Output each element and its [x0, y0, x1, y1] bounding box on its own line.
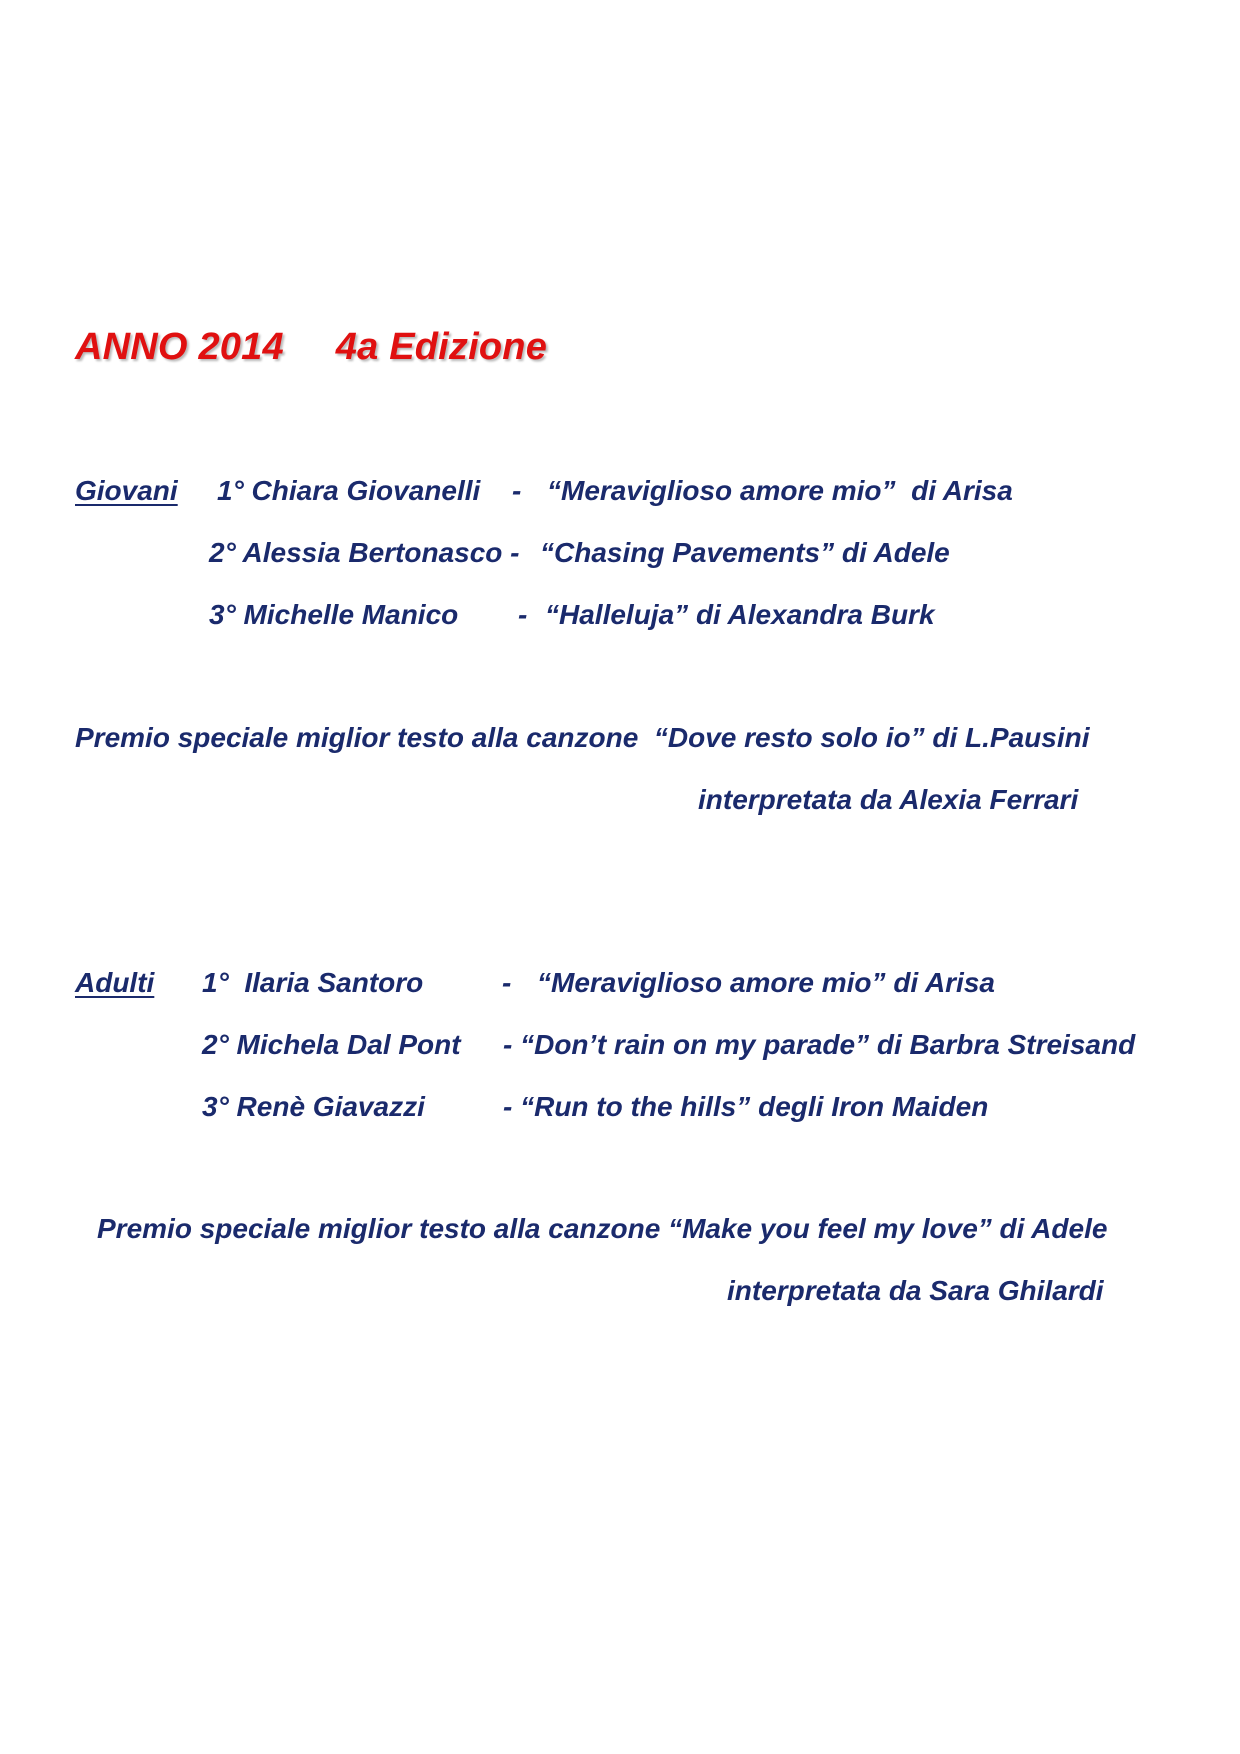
giovani-winner-1-name: 1° Chiara Giovanelli [217, 475, 481, 506]
adulti-winner-2-name: 2° Michela Dal Pont [202, 1029, 461, 1060]
giovani-winner-3-song: “Halleluja” di Alexandra Burk [545, 599, 935, 630]
adulti-winner-3-name: 3° Renè Giavazzi [202, 1091, 425, 1122]
adulti-special-interpreter: interpretata da Sara Ghilardi [727, 1275, 1104, 1306]
giovani-winner-2-name: 2° Alessia Bertonasco - [209, 537, 520, 568]
giovani-winner-1-song: “Meraviglioso amore mio” di Arisa [547, 475, 1013, 506]
title-year: ANNO 2014 [75, 326, 284, 368]
adulti-winner-1-name: 1° Ilaria Santoro [202, 967, 424, 998]
adulti-winner-3-song: - “Run to the hills” degli Iron Maiden [503, 1091, 989, 1122]
giovani-winner-3-dash: - [518, 599, 528, 630]
adulti-winner-1-song: “Meraviglioso amore mio” di Arisa [537, 967, 995, 998]
adulti-special-prize: Premio speciale miglior testo alla canzone “Make you feel my love” di Adele [97, 1213, 1108, 1244]
page-title [75, 326, 547, 369]
giovani-winner-2-song: “Chasing Pavements” di Adele [540, 537, 950, 568]
section-label-giovani: Giovani [75, 475, 178, 506]
title-edition: 4a Edizione [335, 326, 548, 368]
section-label-adulti: Adulti [75, 967, 155, 998]
giovani-winner-1-dash: - [512, 475, 522, 506]
adulti-winner-2-song: - “Don’t rain on my parade” di Barbra Streisand [503, 1029, 1136, 1060]
giovani-special-prize: Premio speciale miglior testo alla canzone “Dove resto solo io” di L.Pausini [75, 722, 1090, 753]
giovani-special-interpreter: interpretata da Alexia Ferrari [698, 784, 1079, 815]
adulti-winner-1-dash: - [502, 967, 512, 998]
giovani-winner-3-name: 3° Michelle Manico [209, 599, 459, 630]
